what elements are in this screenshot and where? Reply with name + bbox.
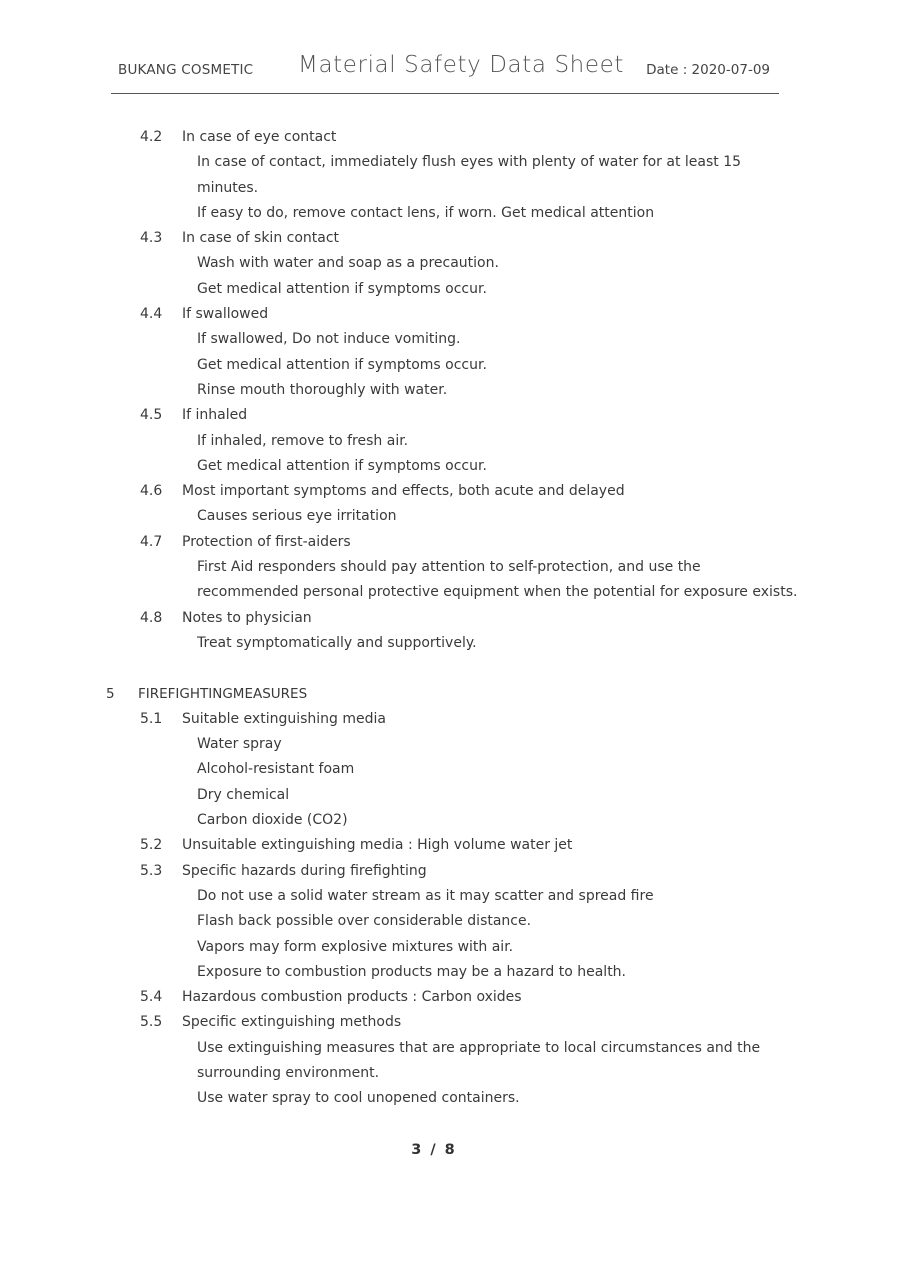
subsection-number: 4.6 (140, 483, 163, 500)
body-line: recommended personal protective equipment when the potential for exposure exists. (197, 584, 798, 601)
company-name: BUKANG COSMETIC (118, 62, 254, 78)
body-line: Exposure to combustion products may be a hazard to health. (197, 963, 627, 980)
section-number: 5 (106, 685, 115, 702)
subsection-number: 5.2 (140, 837, 163, 854)
body-line: If easy to do, remove contact lens, if worn. Get medical attention (197, 204, 655, 221)
subsection-heading (0, 125, 900, 150)
document-body (0, 125, 900, 1112)
section-title: FIREFIGHTINGMEASURES (138, 685, 308, 702)
subsection-title: In case of eye contact (182, 129, 337, 145)
section-heading (0, 682, 900, 707)
section-5 (0, 682, 900, 1112)
subsection-number: 4.3 (140, 230, 163, 247)
subsection-heading (0, 985, 900, 1010)
body-line: Get medical attention if symptoms occur. (197, 280, 487, 297)
body-line: If swallowed, Do not induce vomiting. (197, 331, 461, 348)
body-line: In case of contact, immediately flush eyes with plenty of water for at least 15 (197, 154, 742, 171)
subsection-title: Most important symptoms and effects, both acute and delayed (182, 483, 625, 500)
subsection-heading (0, 479, 900, 504)
body-line: Dry chemical (197, 786, 290, 803)
subsection-number: 5.1 (140, 710, 163, 727)
page-number: 3 / 8 (411, 1142, 457, 1158)
subsection-heading (0, 226, 900, 251)
body-line: Wash with water and soap as a precaution. (197, 255, 499, 272)
subsection-heading (0, 403, 900, 428)
body-line: Do not use a solid water stream as it may scatter and spread fire (197, 887, 654, 904)
subsection-heading (0, 606, 900, 631)
body-line: Treat symptomatically and supportively. (197, 634, 477, 651)
subsection-heading (0, 859, 900, 884)
body-line: Use extinguishing measures that are appropriate to local circumstances and the (197, 1039, 761, 1056)
body-line: Get medical attention if symptoms occur. (197, 356, 487, 373)
subsection-heading (0, 530, 900, 555)
subsection-title: If swallowed (182, 306, 269, 323)
header-rule (111, 93, 779, 94)
body-line: minutes. (197, 179, 259, 196)
subsection-number: 5.5 (140, 1014, 163, 1031)
body-line: If inhaled, remove to fresh air. (197, 432, 409, 449)
subsection-heading (0, 707, 900, 732)
body-line: Causes serious eye irritation (197, 508, 397, 525)
subsection-number: 4.7 (140, 533, 163, 550)
document-title: Material Safety Data Sheet (298, 52, 624, 78)
page-header (118, 52, 780, 92)
body-line: Get medical attention if symptoms occur. (197, 457, 487, 474)
section-spacer (0, 656, 900, 681)
body-line: Water spray (197, 736, 282, 753)
subsection-number: 4.4 (140, 306, 163, 323)
subsection-title: Suitable extinguishing media (182, 710, 386, 727)
subsection-number: 5.3 (140, 862, 163, 879)
subsection-title: Notes to physician (182, 609, 312, 626)
document-date: Date : 2020-07-09 (646, 62, 770, 78)
section-4 (0, 125, 900, 656)
body-line: surrounding environment. (197, 1064, 380, 1081)
subsection-title: Hazardous combustion products : Carbon oxides (182, 989, 522, 1006)
body-line: Flash back possible over considerable distance. (197, 913, 532, 930)
subsection-title: Specific extinguishing methods (182, 1014, 402, 1031)
subsection-number: 4.5 (140, 407, 163, 424)
subsection-number: 4.8 (140, 609, 163, 626)
body-line: First Aid responders should pay attention to self-protection, and use the (197, 559, 701, 576)
subsection-title: Specific hazards during firefighting (182, 862, 427, 879)
subsection-number: 5.4 (140, 989, 163, 1006)
subsection-heading (0, 833, 900, 858)
subsection-number: 4.2 (140, 129, 163, 145)
body-line: Vapors may form explosive mixtures with air. (197, 938, 514, 955)
body-line: Carbon dioxide (CO2) (197, 812, 348, 829)
subsection-heading (0, 1010, 900, 1035)
body-line: Alcohol-resistant foam (197, 761, 355, 778)
subsection-heading (0, 302, 900, 327)
subsection-title: Protection of first-aiders (182, 533, 351, 550)
body-line: Rinse mouth thoroughly with water. (197, 381, 448, 398)
subsection-title: Unsuitable extinguishing media : High volume water jet (182, 837, 573, 854)
body-line: Use water spray to cool unopened containers. (197, 1090, 520, 1107)
subsection-title: In case of skin contact (182, 230, 340, 247)
subsection-title: If inhaled (182, 407, 248, 424)
